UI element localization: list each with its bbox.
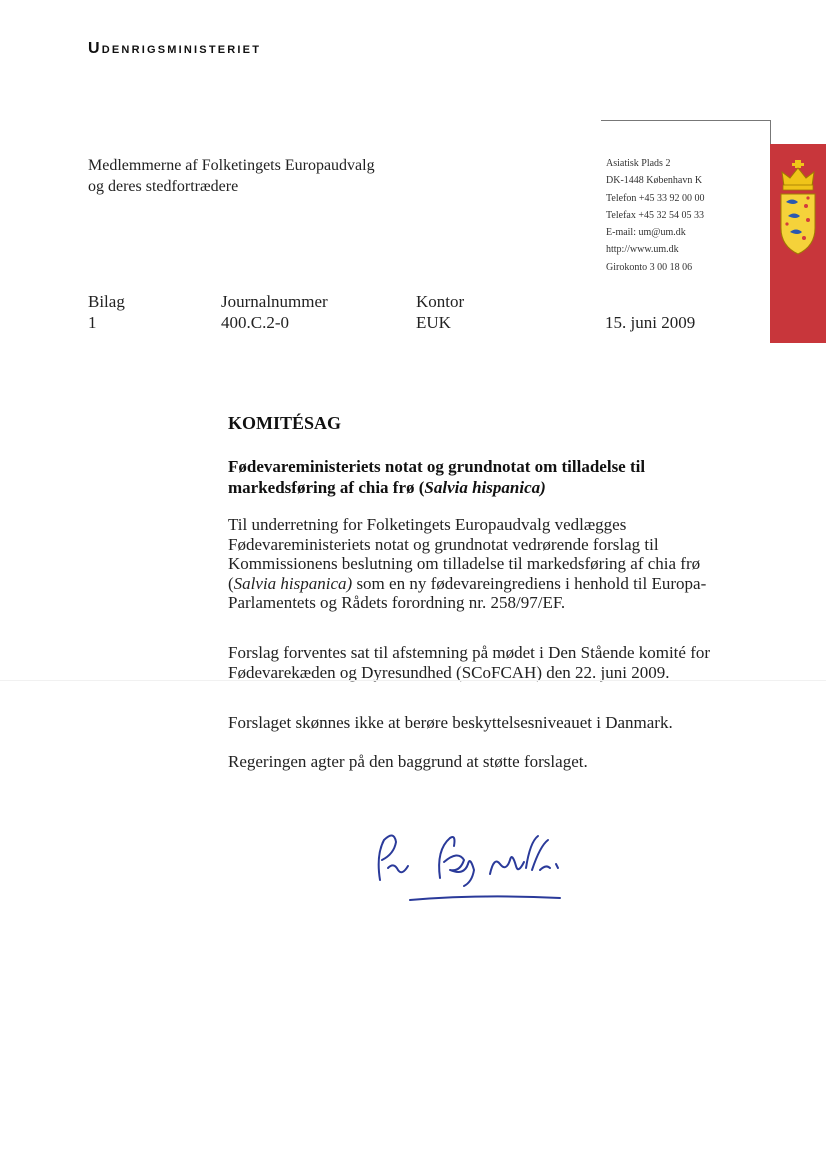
journal-label: Journalnummer xyxy=(221,292,328,311)
address-phone: Telefon +45 33 92 00 00 xyxy=(606,192,705,204)
coat-of-arms-icon xyxy=(778,158,818,258)
recipient-block xyxy=(88,155,375,197)
subject-main: Fødevareministeriets notat og grundnotat om tilladelse til markedsføring af chia frø ( xyxy=(228,457,646,497)
sender-address xyxy=(606,155,705,276)
address-city: DK-1448 København K xyxy=(606,175,703,187)
paragraph-3: Forslaget skønnes ikke at berøre beskyttelsesniveauet i Danmark. xyxy=(228,713,673,732)
bilag-value: 1 xyxy=(88,313,97,332)
paragraph-1-start: Til underretning for Folketingets Europaudvalg vedlægges Fødevareministeriets notat og grundnotat vedrørende forslag til Kommissionens beslutning om tilladelse til markedsføring af chia frø ( xyxy=(228,515,701,593)
subject-heading xyxy=(228,456,708,498)
document-title: KOMITÉSAG xyxy=(228,413,342,433)
paragraph-1-end: som en ny fødevareingrediens i henhold til Europa-Parlamentets og Rådets forordning nr. 258/97/EF. xyxy=(228,573,707,613)
address-web: http://www.um.dk xyxy=(606,244,679,256)
journal-value: 400.C.2-0 xyxy=(221,313,289,332)
handwritten-signature xyxy=(360,820,590,910)
recipient-line-1: Medlemmerne af Folketingets Europaudvalg xyxy=(88,157,375,174)
ministry-name: Udenrigsministeriet xyxy=(88,40,262,57)
address-rule xyxy=(601,120,771,121)
subject-italic: Salvia hispanica) xyxy=(424,478,546,497)
paragraph-4: Regeringen agter på den baggrund at støtte forslaget. xyxy=(228,752,588,771)
scan-line xyxy=(0,680,826,681)
address-email: E-mail: um@um.dk xyxy=(606,227,686,239)
kontor-value: EUK xyxy=(416,313,451,332)
paragraph-1-italic: Salvia hispanica) xyxy=(233,573,353,593)
address-fax: Telefax +45 32 54 05 33 xyxy=(606,209,704,221)
address-giro: Girokonto 3 00 18 06 xyxy=(606,261,693,273)
paragraph-1 xyxy=(228,515,728,613)
bilag-label: Bilag xyxy=(88,292,125,311)
kontor-label: Kontor xyxy=(416,292,465,311)
address-vertical-rule xyxy=(770,120,771,144)
address-street: Asiatisk Plads 2 xyxy=(606,158,671,169)
paragraph-2: Forslag forventes sat til afstemning på mødet i Den Stående komité for Fødevarekæden og Dyresundhed (SCoFCAH) den 22. juni 2009. xyxy=(228,643,711,682)
letter-date: 15. juni 2009 xyxy=(605,313,696,332)
recipient-line-2: og deres stedfortrædere xyxy=(88,178,239,195)
